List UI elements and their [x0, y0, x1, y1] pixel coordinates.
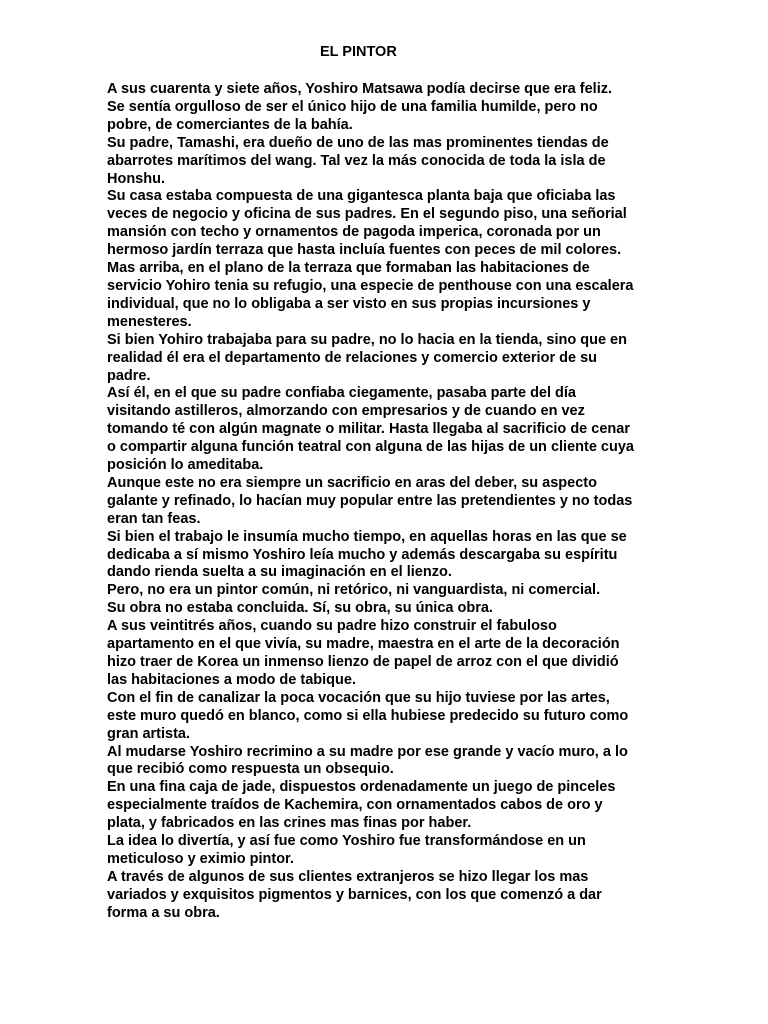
text-line: forma a su obra. [107, 904, 220, 921]
text-line: A través de algunos de sus clientes extranjeros se hizo llegar los mas [107, 868, 589, 885]
text-line: Si bien Yohiro trabajaba para su padre, no lo hacia en la tienda, sino que en [107, 331, 627, 348]
text-line: Honshu. [107, 170, 165, 187]
text-line: Su padre, Tamashi, era dueño de uno de las mas prominentes tiendas de [107, 134, 609, 151]
text-line: las habitaciones a modo de tabique. [107, 671, 356, 688]
text-line: Se sentía orgulloso de ser el único hijo de una familia humilde, pero no [107, 98, 598, 115]
text-line: Pero, no era un pintor común, ni retórico, ni vanguardista, ni comercial. [107, 582, 601, 599]
text-line: hermoso jardín terraza que hasta incluía fuentes con peces de mil colores. [107, 242, 622, 259]
text-line: especialmente traídos de Kachemira, con ornamentados cabos de oro y [107, 797, 603, 814]
text-line: Con el fin de canalizar la poca vocación que su hijo tuviese por las artes, [107, 689, 610, 706]
text-line: Si bien el trabajo le insumía mucho tiempo, en aquellas horas en las que se [107, 528, 627, 545]
text-line: posición lo ameditaba. [107, 457, 264, 474]
text-line: padre. [107, 367, 151, 384]
text-line: A sus veintitrés años, cuando su padre hizo construir el fabuloso [107, 618, 557, 635]
text-line: hizo traer de Korea un inmenso lienzo de papel de arroz con el que dividió [107, 654, 619, 670]
text-line: A sus cuarenta y siete años, Yoshiro Matsawa podía decirse que era feliz. [107, 81, 613, 97]
text-line: individual, que no lo obligaba a ser visto en sus propias incursiones y [107, 295, 591, 312]
text-line: plata, y fabricados en las crines mas finas por haber. [107, 815, 472, 832]
text-line: En una fina caja de jade, dispuestos ordenadamente un juego de pinceles [107, 779, 616, 796]
text-line: o compartir alguna función teatral con alguna de las hijas de un cliente cuya [107, 439, 634, 456]
document-body [107, 81, 667, 923]
text-line: pobre, de comerciantes de la bahía. [107, 116, 353, 133]
text-line: servicio Yohiro tenia su refugio, una especie de penthouse con una escalera [107, 277, 634, 294]
text-line: abarrotes marítimos del wang. Tal vez la más conocida de toda la isla de [107, 152, 606, 169]
text-line: realidad él era el departamento de relaciones y comercio exterior de su [107, 349, 597, 366]
document-title: EL PINTOR [320, 44, 397, 60]
text-line: Mas arriba, en el plano de la terraza que formaban las habitaciones de [107, 260, 590, 277]
text-line: este muro quedó en blanco, como si ella hubiese predecido su futuro como [107, 707, 629, 724]
text-line: mansión con techo y ornamentos de pagoda imperica, coronada por un [107, 224, 601, 241]
text-line: visitando astilleros, almorzando con empresarios y de cuando en vez [107, 403, 585, 420]
text-line: apartamento en el que vivía, su madre, maestra en el arte de la decoración [107, 636, 620, 653]
text-line: Aunque este no era siempre un sacrificio en aras del deber, su aspecto [107, 474, 597, 491]
text-line: Al mudarse Yoshiro recrimino a su madre por ese grande y vacío muro, a lo [107, 743, 628, 760]
text-line: dando rienda suelta a su imaginación en el lienzo. [107, 564, 452, 581]
text-line: gran artista. [107, 725, 190, 742]
text-line: que recibió como respuesta un obsequio. [107, 761, 394, 778]
text-line: tomando té con algún magnate o militar. Hasta llegaba al sacrificio de cenar [107, 421, 630, 438]
text-line: Su casa estaba compuesta de una gigantesca planta baja que oficiaba las [107, 188, 616, 205]
text-line: menesteres. [107, 313, 192, 330]
text-line: dedicaba a sí mismo Yoshiro leía mucho y además descargaba su espíritu [107, 546, 618, 563]
text-line: La idea lo divertía, y así fue como Yoshiro fue transformándose en un [107, 833, 586, 850]
text-line: veces de negocio y oficina de sus padres. En el segundo piso, una señorial [107, 206, 627, 223]
text-line: galante y refinado, lo hacían muy popular entre las pretendientes y no todas [107, 492, 633, 509]
text-line: eran tan feas. [107, 510, 201, 527]
text-line: Su obra no estaba concluida. Sí, su obra, su única obra. [107, 600, 493, 617]
text-line: variados y exquisitos pigmentos y barnices, con los que comenzó a dar [107, 886, 602, 903]
text-line: Así él, en el que su padre confiaba ciegamente, pasaba parte del día [107, 385, 576, 402]
text-line: meticuloso y eximio pintor. [107, 850, 294, 867]
